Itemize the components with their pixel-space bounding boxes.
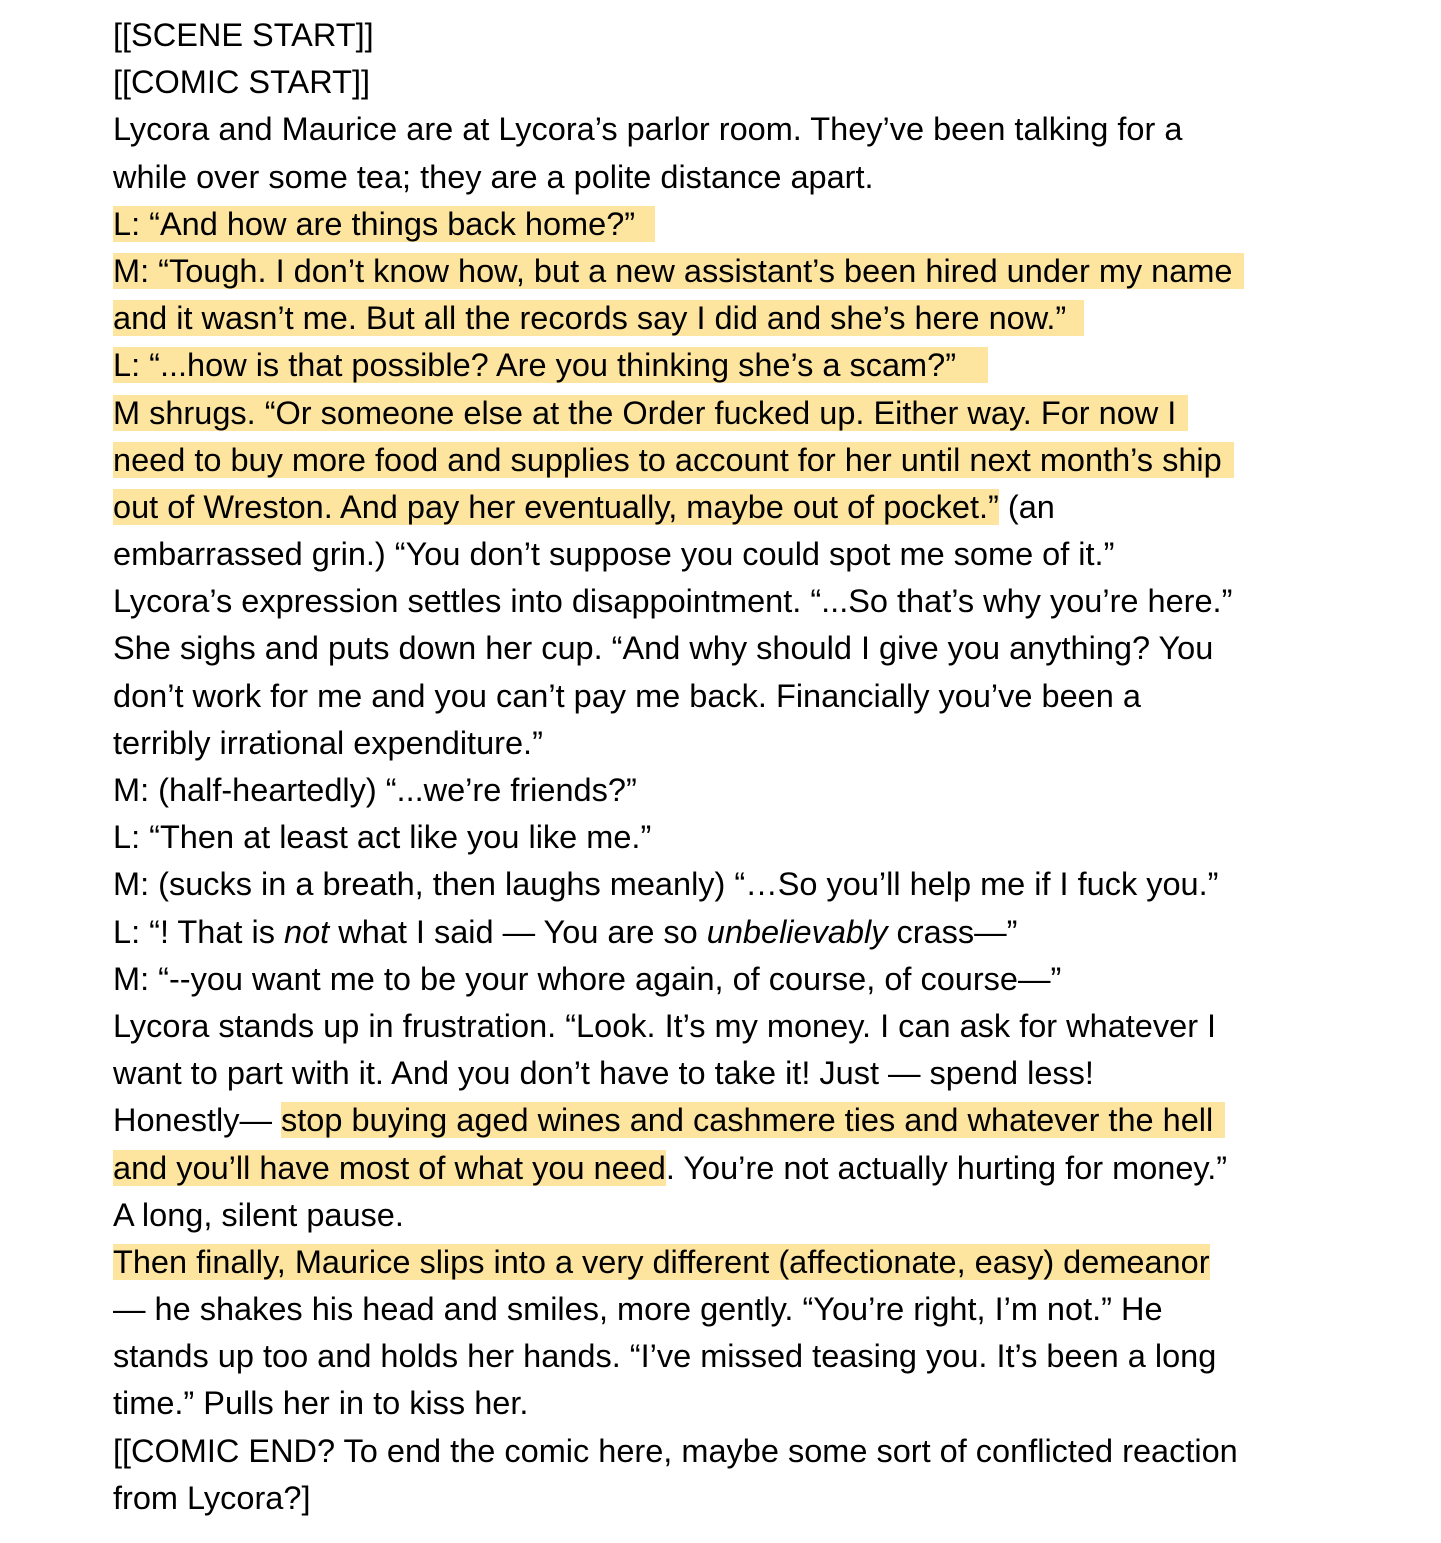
highlighted-text: stop buying aged wines and cashmere ties and whatever the hell — [281, 1102, 1225, 1138]
italic-text: not — [284, 913, 330, 950]
text-line: from Lycora?] — [113, 1479, 311, 1516]
text-line: M: (half-heartedly) “...we’re friends?” — [113, 772, 637, 808]
highlighted-text: out of Wreston. And pay her eventually, maybe out of pocket.” — [113, 488, 999, 525]
italic-text: unbelievably — [706, 913, 888, 950]
script-document — [113, 12, 1413, 1522]
text-line: [[COMIC START]] — [113, 64, 371, 101]
text-line — [113, 1239, 1413, 1286]
text-line — [113, 201, 1413, 248]
text-line: while over some tea; they are a polite distance apart. — [113, 158, 874, 195]
text-line: Lycora and Maurice are at Lycora’s parlor room. They’ve been talking for a — [113, 111, 1183, 148]
text-line: L: “Then at least act like you like me.” — [113, 819, 652, 856]
text-run: (an — [998, 488, 1055, 525]
highlighted-text: M: “Tough. I don’t know how, but a new assistant’s been hired under my name — [113, 253, 1244, 289]
text-line: Lycora stands up in frustration. “Look. It’s my money. I can ask for whatever I — [113, 1007, 1217, 1044]
text-line: Lycora’s expression settles into disappointment. “...So that’s why you’re here.” — [113, 583, 1233, 620]
text-run: . You’re not actually hurting for money.” — [665, 1149, 1228, 1186]
text-run: crass—” — [887, 913, 1018, 950]
highlighted-text: and you’ll have most of what you need — [113, 1149, 666, 1186]
text-line: A long, silent pause. — [113, 1196, 404, 1233]
highlighted-text: L: “...how is that possible? Are you thinking she’s a scam?” — [113, 347, 988, 383]
text-line — [113, 437, 1413, 484]
text-line — [113, 342, 1413, 389]
text-line — [113, 295, 1413, 342]
highlighted-text: need to buy more food and supplies to account for her until next month’s ship — [113, 442, 1234, 478]
text-line: terribly irrational expenditure.” — [113, 724, 543, 761]
text-line: time.” Pulls her in to kiss her. — [113, 1385, 529, 1422]
highlighted-text: and it wasn’t me. But all the records say I did and she’s here now.” — [113, 300, 1084, 336]
text-line: embarrassed grin.) “You don’t suppose you could spot me some of it.” — [113, 536, 1115, 573]
text-line — [113, 1145, 1413, 1192]
highlighted-text: M shrugs. “Or someone else at the Order fucked up. Either way. For now I — [113, 395, 1188, 431]
text-line — [113, 390, 1413, 437]
highlighted-text: Then finally, Maurice slips into a very different (affectionate, easy) demeanor — [113, 1243, 1210, 1280]
text-line — [113, 484, 1413, 531]
text-line: She sighs and puts down her cup. “And why should I give you anything? You — [113, 630, 1214, 667]
text-line — [113, 1097, 1413, 1144]
text-line: [[COMIC END? To end the comic here, maybe some sort of conflicted reaction — [113, 1432, 1238, 1469]
text-line: — he shakes his head and smiles, more gently. “You’re right, I’m not.” He — [113, 1291, 1163, 1328]
text-line: want to part with it. And you don’t have to take it! Just — spend less! — [113, 1055, 1094, 1092]
text-run: what I said — You are so — [329, 913, 707, 950]
text-line: stands up too and holds her hands. “I’ve missed teasing you. It’s been a long — [113, 1338, 1217, 1375]
text-line — [113, 248, 1413, 295]
text-line: [[SCENE START]] — [113, 17, 374, 53]
text-line: don’t work for me and you can’t pay me back. Financially you’ve been a — [113, 677, 1141, 714]
text-line: M: (sucks in a breath, then laughs meanly) “…So you’ll help me if I fuck you.” — [113, 866, 1219, 903]
text-run: Honestly— — [113, 1102, 281, 1139]
text-run: L: “! That is — [113, 913, 284, 950]
text-line: M: “--you want me to be your whore again, of course, of course—” — [113, 960, 1062, 997]
highlighted-text: L: “And how are things back home?” — [113, 206, 655, 242]
text-line — [113, 909, 1413, 956]
